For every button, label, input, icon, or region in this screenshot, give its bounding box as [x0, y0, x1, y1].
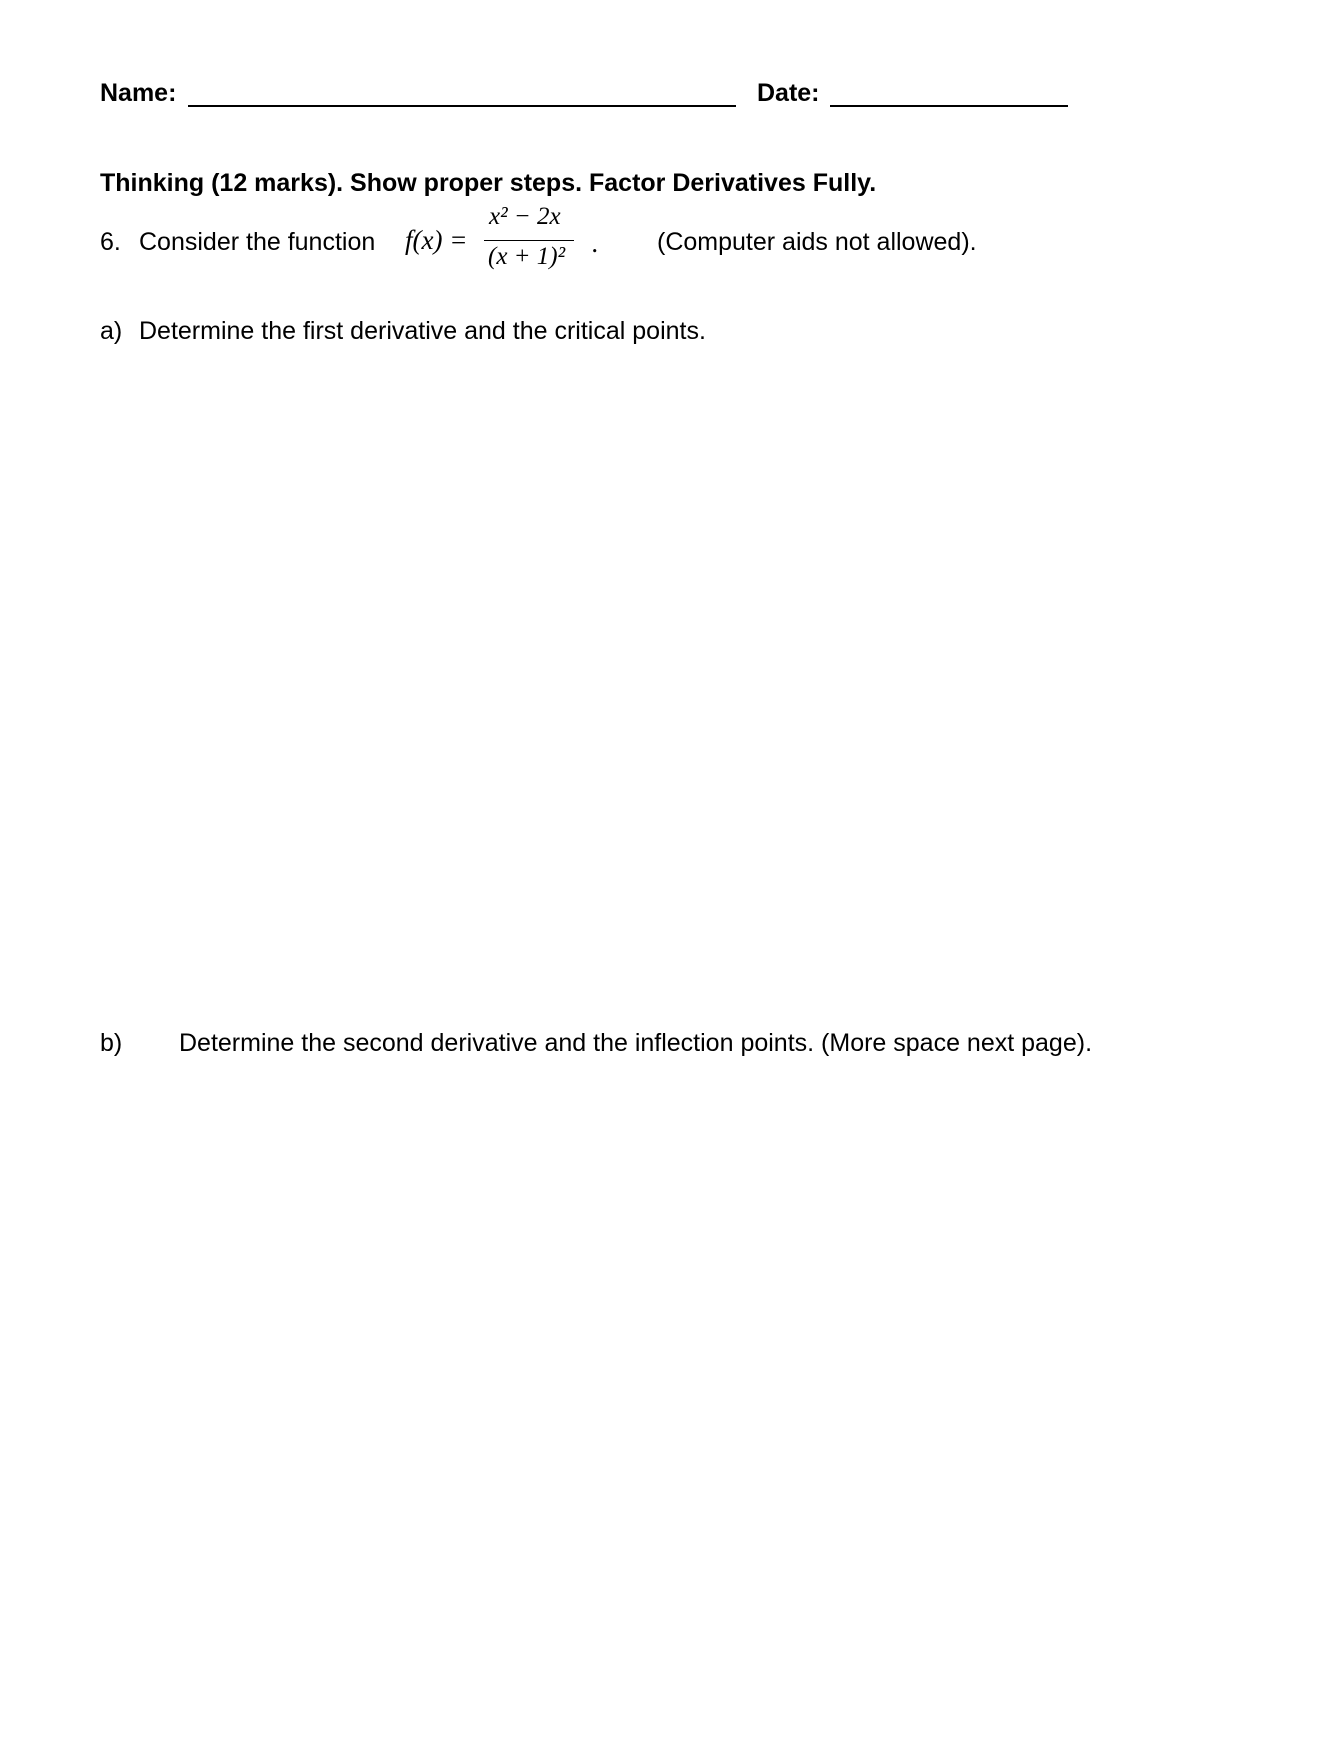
date-label: Date: — [757, 79, 820, 107]
name-label: Name: — [100, 79, 177, 107]
question-number: 6. — [100, 228, 121, 256]
function-numerator: x² − 2x — [489, 203, 561, 230]
question-intro: Consider the function — [139, 228, 376, 256]
function-period: . — [592, 228, 599, 258]
part-b-label: b) — [100, 1029, 123, 1057]
part-b-text: Determine the second derivative and the inflection points. (More space next page). — [179, 1029, 1093, 1057]
function-lhs: f(x) = — [405, 225, 468, 255]
part-a-text: Determine the first derivative and the critical points. — [139, 317, 706, 345]
part-b-answer-space[interactable] — [100, 1075, 1230, 1715]
fraction-bar — [484, 240, 574, 241]
date-field[interactable] — [830, 105, 1068, 107]
section-heading: Thinking (12 marks). Show proper steps. Factor Derivatives Fully. — [100, 169, 877, 197]
function-denominator: (x + 1)² — [488, 243, 566, 270]
part-a-answer-space[interactable] — [100, 360, 1230, 1000]
part-a-label: a) — [100, 317, 123, 345]
name-field[interactable] — [188, 105, 736, 107]
question-note: (Computer aids not allowed). — [657, 228, 977, 256]
